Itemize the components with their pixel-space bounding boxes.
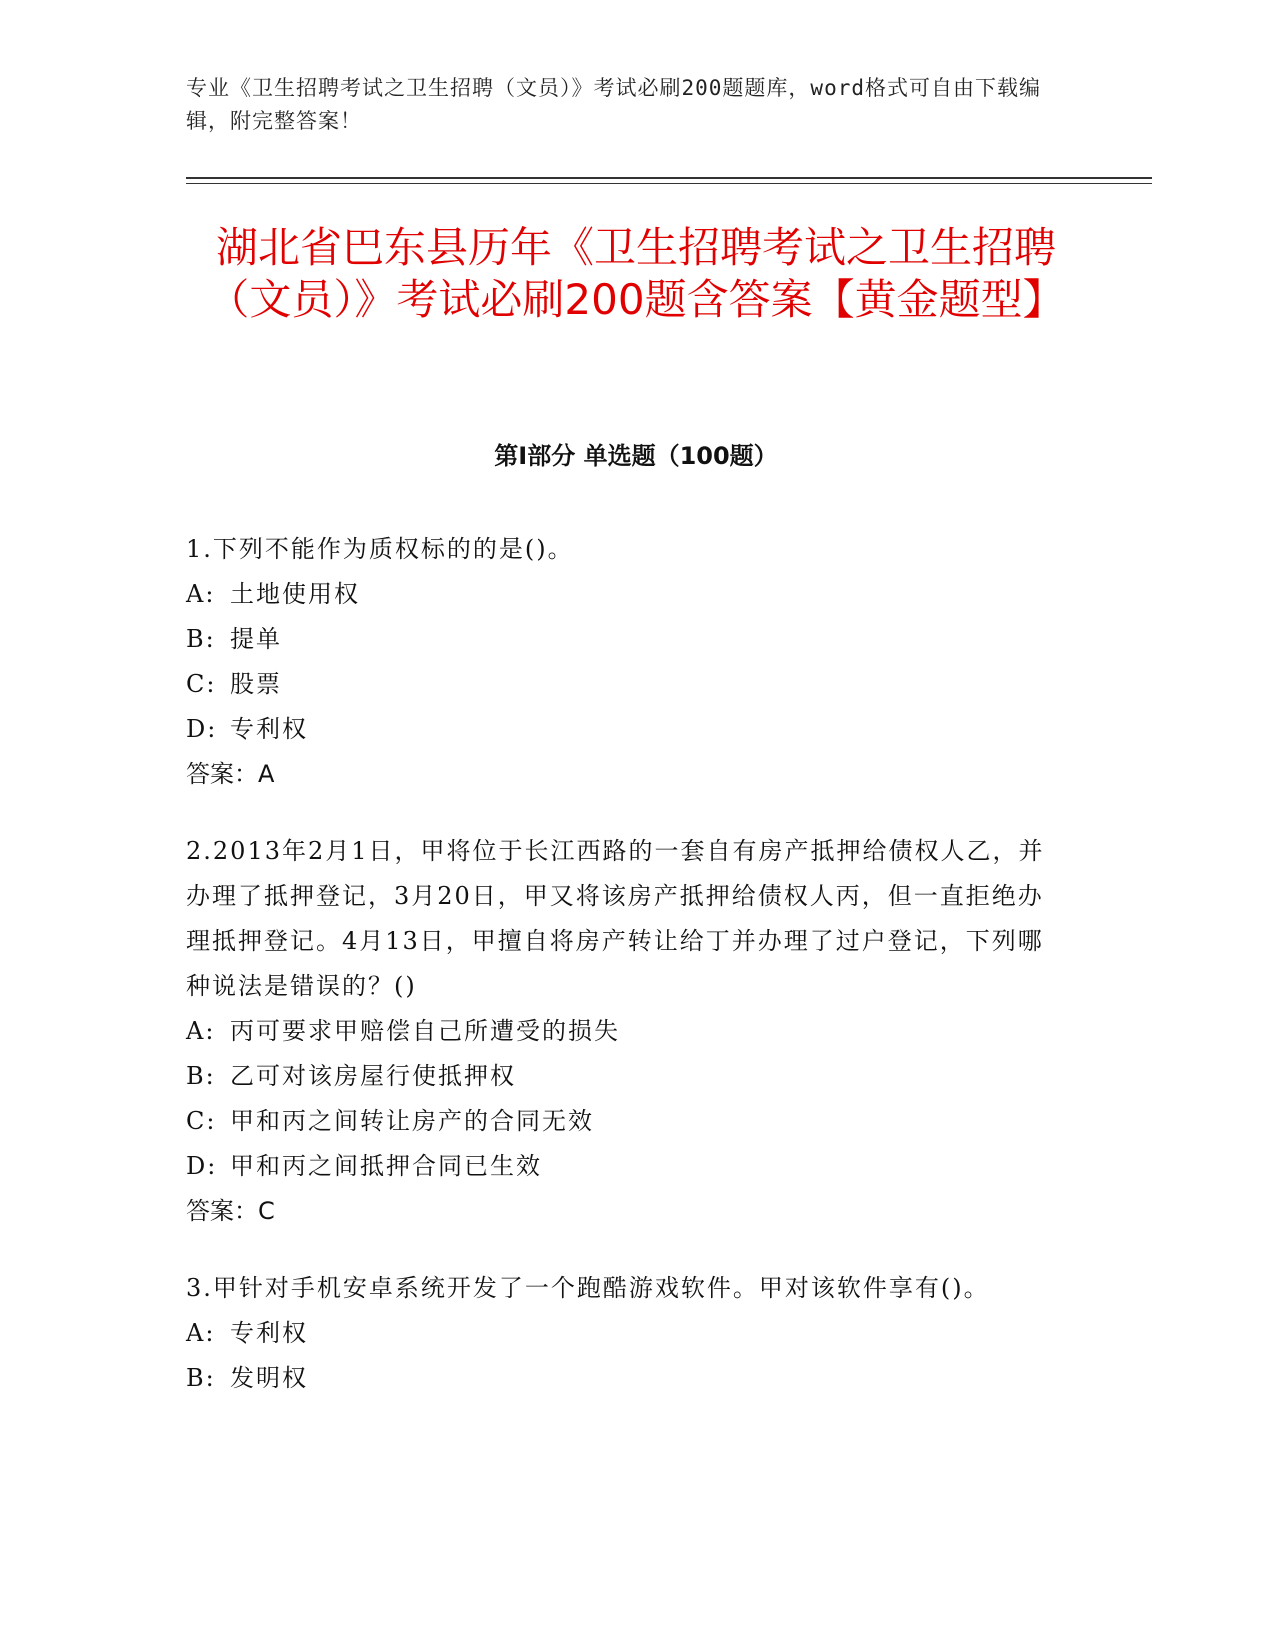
- option-d: [186, 1144, 1066, 1189]
- option-letter: A:: [186, 1319, 216, 1347]
- option-letter: C:: [186, 1107, 217, 1135]
- question-3: [186, 1266, 1066, 1401]
- option-a: [186, 1311, 1066, 1356]
- option-text: 股票: [230, 670, 282, 698]
- question-stem: 1.下列不能作为质权标的的是()。: [186, 535, 574, 563]
- intro-text: 专业《卫生招聘考试之卫生招聘（文员）》考试必刷200题题库，word格式可自由下载编辑，附完整答案！: [186, 76, 1041, 133]
- option-text: 专利权: [230, 1319, 308, 1347]
- option-letter: D:: [186, 1152, 218, 1180]
- option-d: [186, 707, 1066, 752]
- option-text: 提单: [230, 625, 282, 653]
- option-letter: B:: [186, 625, 216, 653]
- question-1: [186, 527, 1066, 797]
- question-stem: 2.2013年2月1日，甲将位于长江西路的一套自有房产抵押给债权人乙，并办理了抵押登记，3月20日，甲又将该房产抵押给债权人丙，但一直拒绝办理抵押登记。4月13日，甲擅自将房产转让给丁并办理了过户登记，下列哪种说法是错误的？(): [186, 837, 1045, 1000]
- option-c: [186, 662, 1066, 707]
- option-letter: D:: [186, 715, 218, 743]
- answer-line: 答案：C: [186, 1197, 275, 1225]
- answer-line: 答案：A: [186, 760, 275, 788]
- question-list: [186, 527, 1066, 1433]
- option-letter: C:: [186, 670, 217, 698]
- option-text: 发明权: [230, 1364, 308, 1392]
- question-stem: 3.甲针对手机安卓系统开发了一个跑酷游戏软件。甲对该软件享有()。: [186, 1274, 990, 1302]
- option-b: [186, 1356, 1066, 1401]
- option-letter: B:: [186, 1364, 216, 1392]
- section-heading: 第Ⅰ部分 单选题（100题）: [494, 442, 778, 470]
- option-letter: B:: [186, 1062, 216, 1090]
- header-divider: [186, 177, 1152, 179]
- option-a: [186, 572, 1066, 617]
- option-text: 土地使用权: [230, 580, 360, 608]
- option-text: 甲和丙之间抵押合同已生效: [230, 1152, 542, 1180]
- header-divider-thin: [186, 183, 1152, 184]
- option-text: 专利权: [230, 715, 308, 743]
- option-text: 乙可对该房屋行使抵押权: [230, 1062, 516, 1090]
- option-text: 丙可要求甲赔偿自己所遭受的损失: [230, 1017, 620, 1045]
- option-a: [186, 1009, 1066, 1054]
- option-c: [186, 1099, 1066, 1144]
- question-2: [186, 829, 1066, 1234]
- option-b: [186, 1054, 1066, 1099]
- document-title: 湖北省巴东县历年《卫生招聘考试之卫生招聘（文员）》考试必刷200题含答案【黄金题型】: [207, 223, 1065, 324]
- option-letter: A:: [186, 580, 216, 608]
- option-b: [186, 617, 1066, 662]
- option-letter: A:: [186, 1017, 216, 1045]
- option-text: 甲和丙之间转让房产的合同无效: [230, 1107, 594, 1135]
